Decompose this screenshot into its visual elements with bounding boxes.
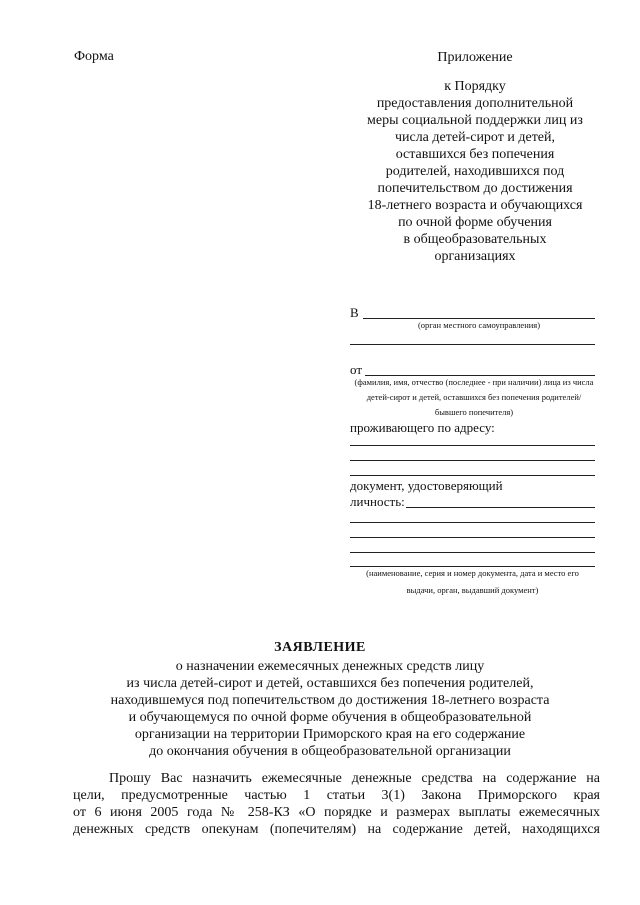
appendix-line: организациях bbox=[434, 249, 516, 264]
document-line-3[interactable] bbox=[350, 537, 595, 538]
caption-line: (фамилия, имя, отчество (последнее - при наличии) лица из числа bbox=[354, 377, 594, 387]
appendix-line: числа детей-сирот и детей, bbox=[394, 130, 556, 145]
from-field-line[interactable] bbox=[365, 375, 595, 376]
appendix-line: родителей, находившихся под bbox=[385, 164, 565, 179]
body-line: цели, предусмотренные частью 1 статьи 3(1) Закона Приморского края bbox=[73, 788, 600, 803]
caption-line: (наименование, серия и номер документа, дата и место его bbox=[366, 568, 579, 578]
appendix-line: предоставления дополнительной bbox=[376, 96, 574, 111]
from-prefix: от bbox=[350, 362, 363, 377]
address-line-3[interactable] bbox=[350, 475, 595, 476]
document-line-4[interactable] bbox=[350, 552, 595, 553]
subtitle-line: организации на территории Приморского края на его содержание bbox=[134, 727, 526, 742]
subtitle-line: о назначении ежемесячных денежных средств лицу bbox=[175, 659, 485, 674]
subtitle-line: из числа детей-сирот и детей, оставшихся без попечения родителей, bbox=[126, 676, 534, 691]
appendix-line: попечительством до достижения bbox=[377, 181, 573, 196]
document-label-line1: документ, удостоверяющий bbox=[350, 478, 503, 493]
appendix-line: по очной форме обучения bbox=[398, 215, 552, 230]
subtitle-line: находившемуся под попечительством до достижения 18-летнего возраста bbox=[110, 693, 550, 708]
document-line-1[interactable] bbox=[406, 507, 595, 508]
to-field-line-2[interactable] bbox=[350, 344, 595, 345]
document-label-line2: личность: bbox=[350, 494, 405, 509]
appendix-title: Приложение bbox=[437, 50, 513, 65]
from-caption bbox=[343, 377, 605, 418]
address-line-2[interactable] bbox=[350, 460, 595, 461]
caption-line: выдачи, орган, выдавший документ) bbox=[406, 585, 539, 595]
document-line-2[interactable] bbox=[350, 522, 595, 523]
appendix-line: 18-летнего возраста и обучающихся bbox=[367, 198, 583, 213]
body-line: Прошу Вас назначить ежемесячные денежные средства на содержание на bbox=[109, 771, 600, 786]
appendix-block bbox=[340, 49, 610, 265]
caption-line: детей-сирот и детей, оставшихся без попечения родителей/ bbox=[366, 392, 582, 402]
appendix-line: оставшихся без попечения bbox=[395, 147, 555, 162]
to-caption: (орган местного самоуправления) bbox=[417, 320, 541, 330]
address-line-1[interactable] bbox=[350, 445, 595, 446]
appendix-line: в общеобразовательных bbox=[403, 232, 547, 247]
document-caption bbox=[350, 568, 595, 596]
document-line-5[interactable] bbox=[350, 566, 595, 567]
appendix-line: меры социальной поддержки лиц из bbox=[367, 113, 583, 128]
body-line: денежных средств опекунам (попечителям) на содержание детей, находящихся bbox=[73, 822, 600, 837]
caption-line: бывшего попечителя) bbox=[434, 407, 514, 417]
statement-body bbox=[73, 770, 600, 838]
subtitle-line: до окончания обучения в общеобразовательной организации bbox=[149, 744, 511, 759]
subtitle-line: и обучающемуся по очной форме обучения в общеобразовательной bbox=[128, 710, 532, 725]
statement-subtitle bbox=[50, 658, 610, 760]
form-label: Форма bbox=[74, 49, 114, 64]
statement-title: ЗАЯВЛЕНИЕ bbox=[274, 640, 366, 655]
body-line: от 6 июня 2005 года № 258-КЗ «О порядке и размерах выплаты ежемесячных bbox=[73, 805, 600, 820]
to-prefix: В bbox=[350, 305, 359, 320]
appendix-line: к Порядку bbox=[444, 79, 506, 94]
to-field-line[interactable] bbox=[363, 318, 595, 319]
address-label: проживающего по адресу: bbox=[350, 420, 495, 435]
